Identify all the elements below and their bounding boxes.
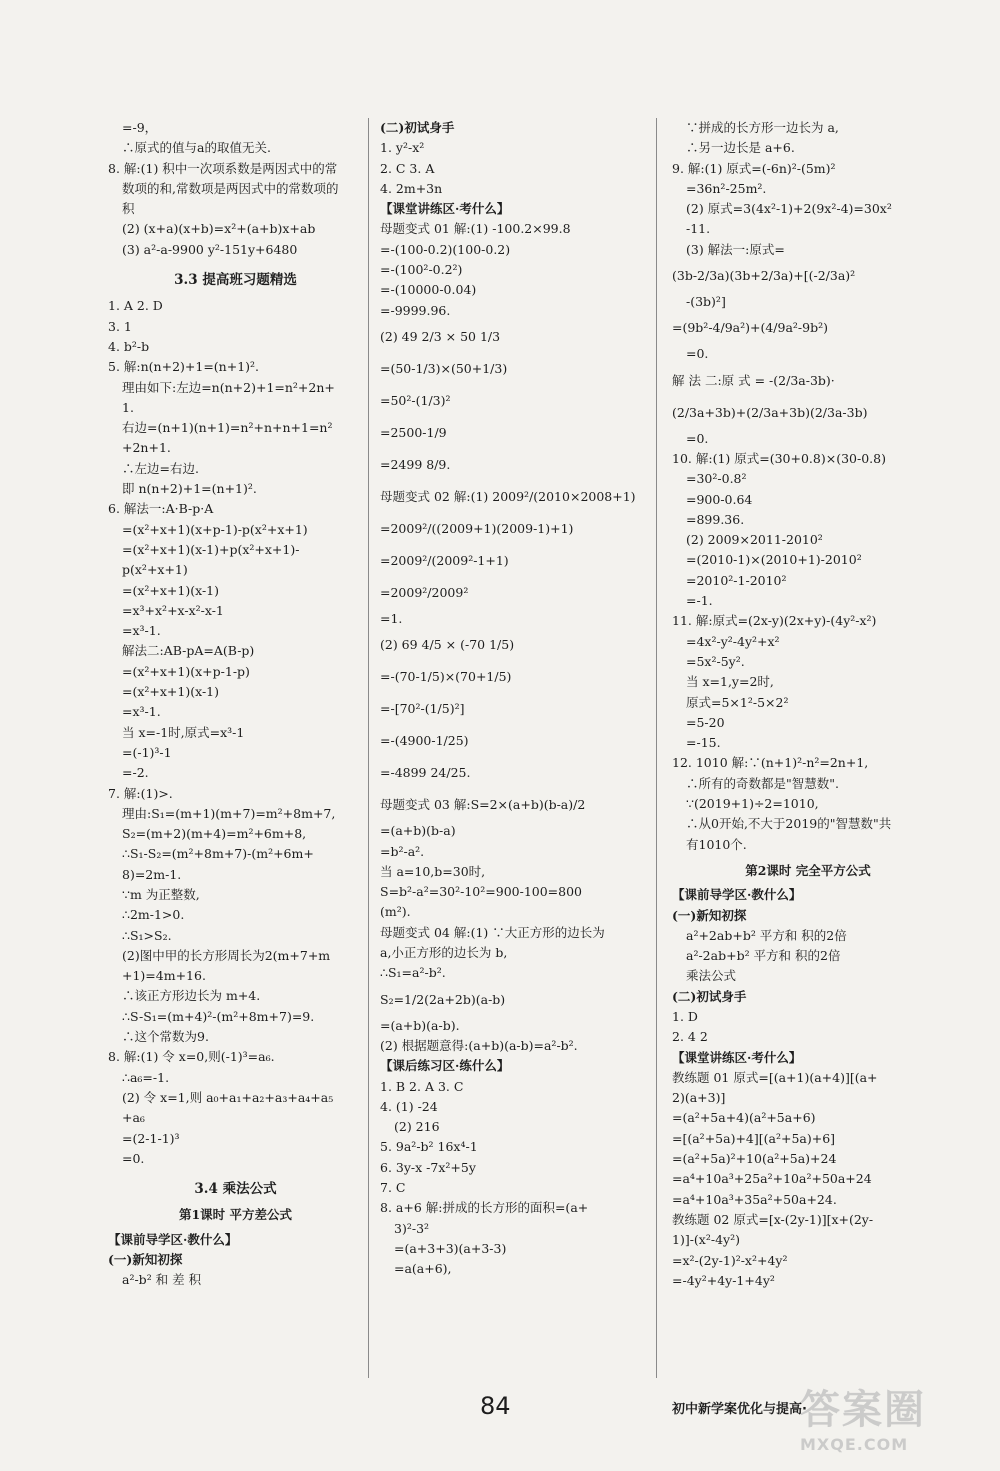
answer-line: 解 法 二:原 式 = -(2/3a-3b)· — [672, 372, 835, 388]
answer-line: 有1010个. — [686, 836, 747, 852]
answer-line: +2n+1. — [122, 440, 171, 456]
answer-line: 当 a=10,b=30时, — [380, 863, 486, 879]
answer-line: (2) 根据题意得:(a+b)(a-b)=a²-b². — [380, 1037, 578, 1053]
answer-line: (2) 原式=3(4x²-1)+2(9x²-4)=30x² — [686, 201, 892, 217]
answer-line: (3) a²-a-9900 y²-151y+6480 — [122, 241, 298, 257]
answer-line: 母题变式 01 解:(1) -100.2×99.8 — [380, 221, 571, 237]
answer-line: =x³+x²+x-x²-x-1 — [122, 602, 224, 618]
answer-line: =2009²/2009² — [380, 584, 469, 600]
answer-line: 4. 2m+3n — [380, 180, 443, 196]
answer-line: (m²). — [380, 904, 411, 920]
answer-line: (2/3a+3b)+(2/3a+3b)(2/3a-3b) — [672, 404, 868, 420]
answer-line: 2. 4 2 — [672, 1029, 708, 1045]
answer-line: =-(100²-0.2²) — [380, 262, 463, 278]
answer-line: ∴S-S₁=(m+4)²-(m²+8m+7)=9. — [122, 1008, 315, 1024]
answer-line: 6. 解法一:A·B-p·A — [108, 501, 214, 517]
answer-line: =a(a+6), — [394, 1261, 452, 1277]
answer-line: =5-20 — [686, 714, 725, 730]
answer-line: 7. 解:(1)>. — [108, 785, 173, 801]
answer-line: -11. — [686, 221, 711, 237]
answer-line: 乘法公式 — [686, 968, 737, 984]
answer-line: 3. 1 — [108, 318, 132, 334]
answer-line: =-4899 24/25. — [380, 765, 471, 781]
answer-line: =-[70²-(1/5)²] — [380, 701, 465, 717]
answer-line: =(x²+x+1)(x-1) — [122, 582, 219, 598]
answer-line: (2)图中甲的长方形周长为2(m+7+m — [122, 947, 331, 963]
answer-line: 1. B 2. A 3. C — [380, 1078, 464, 1094]
answer-line: =(a²+5a+4)(a²+5a+6) — [672, 1110, 816, 1126]
lesson-heading: 第1课时 平方差公式 — [178, 1207, 293, 1223]
answer-line: =x³-1. — [122, 623, 161, 639]
answer-line: =4x²-y²-4y²+x² — [686, 633, 780, 649]
section-heading: 3.3 提高班习题精选 — [174, 272, 297, 289]
answer-line: 教练题 01 原式=[(a+1)(a+4)][(a+ — [672, 1069, 878, 1085]
answer-line: 9. 解:(1) 原式=(-6n)²-(5m)² — [672, 160, 836, 176]
answer-line: (2) 2009×2011-2010² — [686, 532, 823, 548]
answer-line: 8. 解:(1) 令 x=0,则(-1)³=a₆. — [108, 1049, 275, 1065]
answer-line: =-9999.96. — [380, 302, 451, 318]
answer-line: 积 — [122, 201, 135, 217]
watermark-logo — [800, 1378, 980, 1463]
answer-line: S=b²-a²=30²-10²=900-100=800 — [380, 884, 583, 900]
answer-line: =(x²+x+1)(x+p-1)-p(x²+x+1) — [122, 521, 308, 537]
answer-line: 5. 9a²-b² 16x⁴-1 — [380, 1139, 478, 1155]
answer-line: =-2. — [122, 765, 149, 781]
answer-line: ∴另一边长是 a+6. — [686, 140, 795, 156]
answer-line: ∴S₁=a²-b². — [380, 965, 446, 981]
answer-line: 理由:S₁=(m+1)(m+7)=m²+8m+7, — [122, 805, 336, 821]
answer-line: =-(10000-0.04) — [380, 282, 477, 298]
answer-line: a²+2ab+b² 平方和 积的2倍 — [686, 927, 847, 943]
answer-line: +a₆ — [122, 1110, 145, 1126]
answer-line: =[(a²+5a)+4][(a²+5a)+6] — [672, 1130, 836, 1146]
answer-line: =-9， — [122, 120, 158, 135]
answer-line: =-15. — [686, 735, 721, 751]
answer-line: ∴S₁>S₂. — [122, 927, 172, 943]
answer-line: =36n²-25m². — [686, 180, 767, 196]
answer-line: 6. 3y-x -7x²+5y — [380, 1159, 476, 1175]
book-title-footer: 初中新学案优化与提高· — [672, 1402, 807, 1417]
answer-line: =(2-1-1)³ — [122, 1130, 180, 1146]
answer-line: 母题变式 02 解:(1) 2009²/(2010×2008+1) — [380, 488, 636, 504]
answer-line: S₂=1/2(2a+2b)(a-b) — [380, 991, 506, 1007]
answer-line: 5. 解:n(n+2)+1=(n+1)². — [108, 359, 260, 375]
answer-line: =(x²+x+1)(x-1) — [122, 684, 219, 700]
answer-line: (3) 解法一:原式= — [686, 241, 785, 257]
answer-line: =50²-(1/3)² — [380, 392, 451, 408]
answer-line: =(a+b)(a-b). — [380, 1017, 460, 1033]
left-column — [108, 118, 363, 1291]
answer-line: 解法二:AB-pA=A(B-p) — [122, 643, 255, 659]
answer-line: =(2010-1)×(2010+1)-2010² — [686, 552, 862, 568]
answer-line: 数项的和,常数项是两因式中的常数项的 — [122, 180, 339, 196]
answer-line: 理由如下:左边=n(n+2)+1=n²+2n+ — [122, 379, 335, 395]
answer-line: 右边=(n+1)(n+1)=n²+n+n+1=n² — [122, 420, 333, 436]
answer-line: ∴这个常数为9. — [122, 1029, 209, 1045]
answer-line: =b²-a². — [380, 843, 425, 859]
answer-line: =(x²+x+1)(x+p-1-p) — [122, 663, 250, 679]
answer-line: ∴所有的奇数都是"智慧数". — [686, 775, 839, 791]
answer-line: p(x²+x+1) — [122, 562, 188, 578]
answer-line: -(3b)²] — [686, 294, 726, 310]
answer-line: 10. 解:(1) 原式=(30+0.8)×(30-0.8) — [672, 450, 886, 466]
answer-line: 1. — [122, 399, 134, 415]
answer-line: 即 n(n+2)+1=(n+1)². — [122, 481, 257, 497]
middle-column — [380, 118, 642, 1280]
answer-line: (一)新知初探 — [108, 1252, 183, 1268]
answer-line: 12. 1010 解:∵(n+1)²-n²=2n+1, — [672, 755, 869, 771]
answer-line: =(-1)³-1 — [122, 744, 172, 760]
answer-line: =(a+3+3)(a+3-3) — [394, 1240, 507, 1256]
answer-line: a,小正方形的边长为 b, — [380, 945, 508, 961]
answer-line: =900-0.64 — [686, 491, 753, 507]
answer-line: =2499 8/9. — [380, 456, 451, 472]
answer-line: 当 x=1,y=2时, — [686, 674, 774, 690]
answer-line: (二)初试身手 — [672, 988, 747, 1004]
answer-line: (2) 216 — [394, 1119, 440, 1135]
answer-line: 1. A 2. D — [108, 298, 163, 314]
answer-line: ∵(2019+1)÷2=1010, — [686, 796, 819, 812]
answer-line: S₂=(m+2)(m+4)=m²+6m+8, — [122, 826, 307, 842]
answer-line: 1. D — [672, 1008, 698, 1024]
answer-line: 母题变式 03 解:S=2×(a+b)(b-a)/2 — [380, 797, 586, 813]
answer-line: (2) (x+a)(x+b)=x²+(a+b)x+ab — [122, 221, 316, 237]
answer-line: =-4y²+4y-1+4y² — [672, 1272, 775, 1288]
answer-line: 【课堂讲练区·考什么】 — [380, 201, 510, 217]
answer-line: 原式=5×1²-5×2² — [686, 694, 789, 710]
answer-line: 教练题 02 原式=[x-(2y-1)][x+(2y- — [672, 1211, 874, 1227]
answer-line: 7. C — [380, 1180, 406, 1196]
answer-line: =a⁴+10a³+25a²+10a²+50a+24 — [672, 1171, 872, 1187]
answer-line: 1. y²-x² — [380, 140, 425, 156]
page-number: 84 — [480, 1392, 511, 1420]
answer-line: =(a²+5a)²+10(a²+5a)+24 — [672, 1151, 837, 1167]
answer-line: =1. — [380, 610, 403, 626]
answer-line: +1)=4m+16. — [122, 968, 206, 984]
answer-line: (二)初试身手 — [380, 120, 455, 135]
answer-line: =2009²/(2009²-1+1) — [380, 552, 509, 568]
answer-line: 3)²-3² — [394, 1220, 430, 1236]
answer-line: =(50-1/3)×(50+1/3) — [380, 360, 508, 376]
answer-line: =-(100-0.2)(100-0.2) — [380, 241, 511, 257]
answer-line: 8)=2m-1. — [122, 866, 182, 882]
answer-line: =0. — [686, 346, 709, 362]
section-heading: 3.4 乘法公式 — [194, 1181, 277, 1198]
answer-line: (一)新知初探 — [672, 907, 747, 923]
answer-line: =(x²+x+1)(x-1)+p(x²+x+1)- — [122, 541, 300, 557]
answer-line: ∴从0开始,不大于2019的"智慧数"共 — [686, 816, 892, 832]
answer-line: 2)(a+3)] — [672, 1090, 726, 1106]
answer-line: (2) 令 x=1,则 a₀+a₁+a₂+a₃+a₄+a₅ — [122, 1089, 334, 1105]
answer-line: =(a+b)(b-a) — [380, 823, 456, 839]
right-column — [672, 118, 944, 1291]
watermark-text: 答案圈 — [800, 1387, 926, 1433]
answer-line: ∵m 为正整数, — [122, 886, 200, 902]
column-divider — [656, 118, 657, 1378]
answer-line: (2) 69 4/5 × (-70 1/5) — [380, 637, 515, 653]
answer-line: =2010²-1-2010² — [686, 572, 787, 588]
answer-line: =-(4900-1/25) — [380, 733, 469, 749]
answer-line: =x³-1. — [122, 704, 161, 720]
answer-line: a²-b² 和 差 积 — [122, 1272, 202, 1288]
answer-line: ∴该正方形边长为 m+4. — [122, 988, 261, 1004]
answer-line: a²-2ab+b² 平方和 积的2倍 — [686, 948, 841, 964]
answer-line: 【课堂讲练区·考什么】 — [672, 1049, 802, 1065]
answer-line: 8. a+6 解:拼成的长方形的面积=(a+ — [380, 1200, 589, 1216]
answer-line: 【课前导学区·教什么】 — [108, 1231, 238, 1247]
answer-line: =-1. — [686, 593, 713, 609]
answer-line: =899.36. — [686, 511, 745, 527]
answer-line: ∴原式的值与a的取值无关. — [122, 140, 271, 156]
answer-line: =2009²/((2009+1)(2009-1)+1) — [380, 520, 574, 536]
answer-line: (2) 49 2/3 × 50 1/3 — [380, 328, 501, 344]
answer-line: 4. b²-b — [108, 338, 150, 354]
answer-line: 【课后练习区·练什么】 — [380, 1058, 510, 1074]
answer-line: =2500-1/9 — [380, 424, 447, 440]
answer-line: ∴a₆=-1. — [122, 1069, 170, 1085]
answer-line: =a⁴+10a³+35a²+50a+24. — [672, 1191, 837, 1207]
column-divider — [368, 118, 369, 1378]
answer-line: =30²-0.8² — [686, 471, 747, 487]
lesson-heading: 第2课时 完全平方公式 — [745, 862, 871, 878]
answer-line: (3b-2/3a)(3b+2/3a)+[(-2/3a)² — [672, 268, 856, 284]
answer-line: =0. — [122, 1150, 145, 1166]
answer-line: 1)]-(x²-4y²) — [672, 1232, 740, 1248]
answer-line: 11. 解:原式=(2x-y)(2x+y)-(4y²-x²) — [672, 613, 877, 629]
answer-line: ∴2m-1>0. — [122, 907, 185, 923]
answer-line: ∴左边=右边. — [122, 460, 199, 476]
answer-line: =5x²-5y². — [686, 653, 745, 669]
answer-line: 4. (1) -24 — [380, 1098, 438, 1114]
answer-line: =x²-(2y-1)²-x²+4y² — [672, 1252, 788, 1268]
answer-line: ∵拼成的长方形一边长为 a, — [686, 120, 839, 135]
answer-line: 【课前导学区·教什么】 — [672, 887, 802, 903]
answer-line: 当 x=-1时,原式=x³-1 — [122, 724, 245, 740]
answer-line: =0. — [686, 430, 709, 446]
answer-line: 8. 解:(1) 积中一次项系数是两因式中的常 — [108, 160, 338, 176]
answer-line: ∴S₁-S₂=(m²+8m+7)-(m²+6m+ — [122, 846, 314, 862]
answer-line: =(9b²-4/9a²)+(4/9a²-9b²) — [672, 320, 828, 336]
watermark-url: MXQE.COM — [800, 1435, 909, 1454]
answer-line: =-(70-1/5)×(70+1/5) — [380, 669, 512, 685]
answer-line: 母题变式 04 解:(1) ∵大正方形的边长为 — [380, 924, 605, 940]
answer-line: 2. C 3. A — [380, 160, 435, 176]
